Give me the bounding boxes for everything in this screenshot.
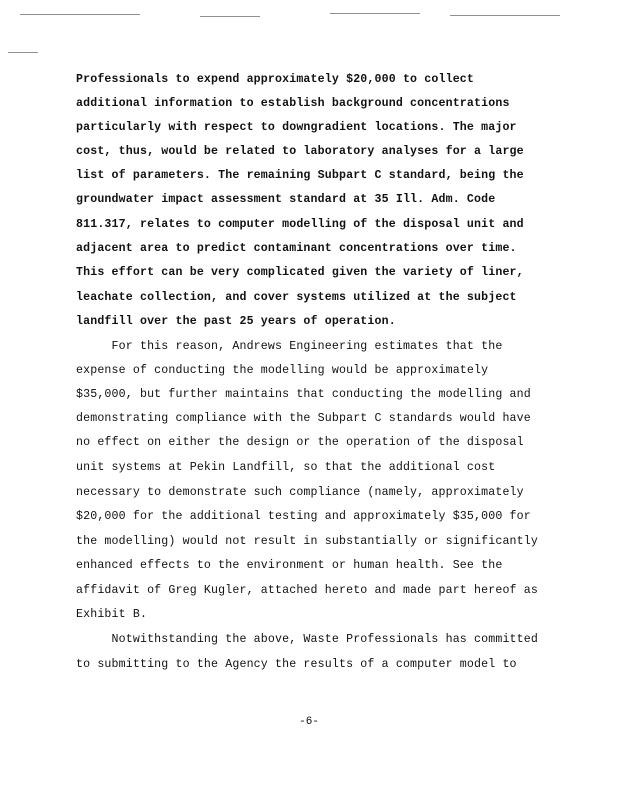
text-line: necessary to demonstrate such compliance (namely, approximately	[76, 486, 524, 499]
text-line: unit systems at Pekin Landfill, so that the additional cost	[76, 461, 496, 474]
text-line: For this reason, Andrews Engineering estimates that the	[76, 340, 503, 353]
text-line: additional information to establish background concentrations	[76, 97, 510, 110]
text-line: $35,000, but further maintains that conducting the modelling and	[76, 388, 531, 401]
text-line: enhanced effects to the environment or human health. See the	[76, 559, 503, 572]
page-number: -6-	[299, 716, 319, 728]
text-line: demonstrating compliance with the Subpart C standards would have	[76, 412, 531, 425]
text-line: adjacent area to predict contaminant concentrations over time.	[76, 242, 517, 255]
text-line: landfill over the past 25 years of operation.	[76, 315, 396, 328]
scan-artifact	[450, 15, 560, 16]
text-line: particularly with respect to downgradient locations. The major	[76, 121, 517, 134]
text-line: Notwithstanding the above, Waste Professionals has committed	[76, 633, 538, 646]
text-line: Exhibit B.	[76, 608, 148, 621]
text-line: leachate collection, and cover systems utilized at the subject	[76, 291, 517, 304]
text-line: expense of conducting the modelling would be approximately	[76, 364, 489, 377]
text-line: cost, thus, would be related to laboratory analyses for a large	[76, 145, 524, 158]
text-line: affidavit of Greg Kugler, attached hereto and made part hereof as	[76, 584, 538, 597]
scan-artifact	[20, 14, 140, 15]
text-line: no effect on either the design or the operation of the disposal	[76, 436, 524, 449]
text-line: Professionals to expend approximately $20,000 to collect	[76, 73, 475, 86]
scan-artifact	[8, 52, 38, 53]
text-line: This effort can be very complicated given the variety of liner,	[76, 266, 524, 279]
text-line: list of parameters. The remaining Subpart C standard, being the	[76, 169, 524, 182]
text-line: groundwater impact assessment standard at 35 Ill. Adm. Code	[76, 193, 496, 206]
text-line: $20,000 for the additional testing and approximately $35,000 for	[76, 510, 531, 523]
scan-artifact	[200, 16, 260, 17]
text-line: to submitting to the Agency the results of a computer model to	[76, 658, 517, 671]
text-line: 811.317, relates to computer modelling of the disposal unit and	[76, 218, 524, 231]
scan-artifact	[330, 13, 420, 14]
text-line: the modelling) would not result in substantially or significantly	[76, 535, 538, 548]
